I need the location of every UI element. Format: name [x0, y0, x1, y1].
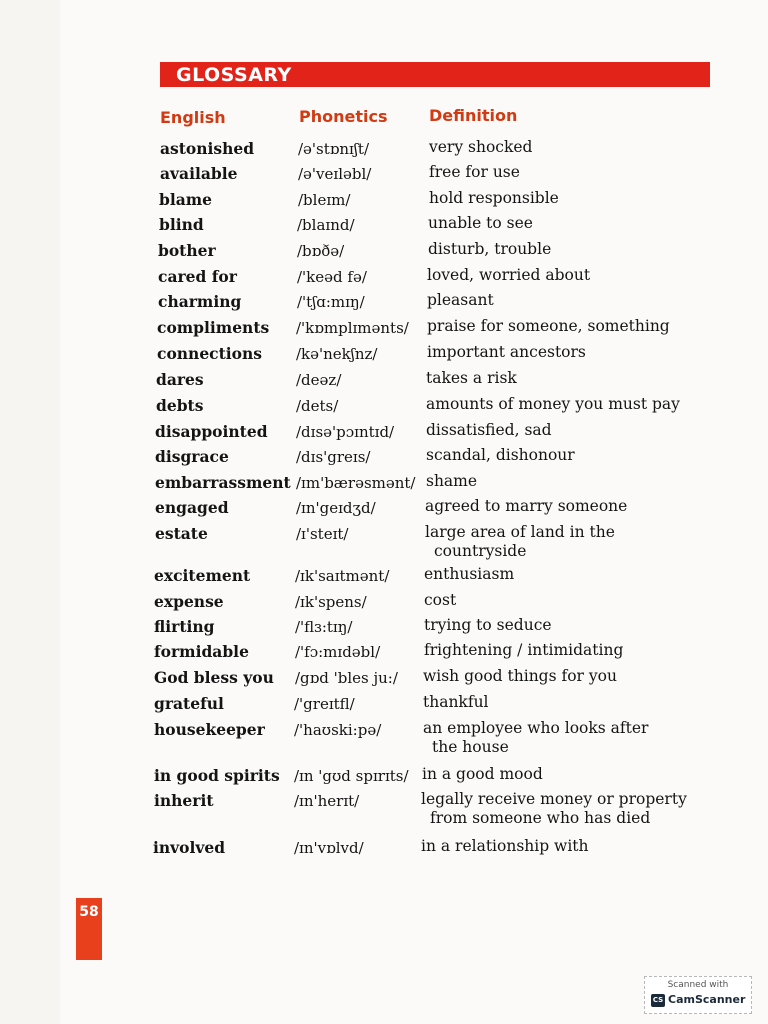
glossary-term: dares — [156, 370, 204, 389]
glossary-term: in good spirits — [154, 766, 280, 785]
glossary-definition: praise for someone, something — [427, 317, 670, 335]
page-title: GLOSSARY — [176, 64, 292, 86]
glossary-term: formidable — [154, 642, 249, 661]
glossary-term: available — [160, 164, 238, 183]
glossary-definition: takes a risk — [426, 369, 517, 387]
glossary-term: grateful — [154, 694, 224, 713]
glossary-term: blind — [159, 215, 204, 234]
glossary-definition: legally receive money or property — [421, 790, 687, 808]
glossary-term: embarrassment — [155, 473, 291, 492]
glossary-term: astonished — [160, 139, 255, 158]
glossary-phonetic: /'tʃɑ:mɪŋ/ — [297, 293, 365, 311]
glossary-definition: thankful — [423, 693, 489, 711]
glossary-definition: shame — [426, 472, 478, 490]
glossary-term: flirting — [154, 617, 215, 636]
glossary-phonetic: /ə'stɒnɪʃt/ — [298, 140, 369, 158]
glossary-phonetic: /ɪ'steɪt/ — [296, 525, 349, 543]
glossary-definition: amounts of money you must pay — [426, 395, 680, 413]
glossary-phonetic: /ə'veɪləbl/ — [298, 165, 372, 183]
watermark-brand: CamScanner — [668, 993, 746, 1006]
glossary-term: connections — [157, 344, 262, 363]
glossary-phonetic: /ɪk'saɪtmənt/ — [295, 567, 390, 585]
glossary-phonetic: /deəz/ — [296, 371, 342, 389]
glossary-phonetic: /ɪn'herɪt/ — [294, 792, 360, 810]
glossary-term: blame — [159, 190, 213, 209]
glossary-definition: loved, worried about — [427, 266, 591, 284]
glossary-definition: enthusiasm — [424, 565, 515, 583]
glossary-phonetic: /dɪs'greɪs/ — [296, 448, 371, 466]
glossary-definition: free for use — [429, 163, 520, 181]
glossary-definition: unable to see — [428, 214, 533, 232]
glossary-definition: cost — [424, 591, 457, 609]
scanner-watermark — [644, 976, 752, 1014]
column-heading-definition: Definition — [429, 106, 518, 125]
glossary-definition: agreed to marry someone — [425, 497, 628, 515]
watermark-caption: Scanned with — [667, 980, 729, 990]
glossary-phonetic: /'kɒmplɪmənts/ — [296, 319, 409, 337]
glossary-definition: scandal, dishonour — [426, 446, 575, 464]
glossary-term: disappointed — [155, 422, 268, 441]
glossary-definition: wish good things for you — [423, 667, 617, 685]
glossary-term: disgrace — [155, 447, 229, 466]
glossary-term: excitement — [154, 566, 251, 585]
glossary-phonetic: /ɪn'vɒlvd/ — [294, 839, 364, 857]
glossary-definition: hold responsible — [429, 189, 559, 207]
glossary-definition: in a good mood — [422, 765, 543, 783]
glossary-phonetic: /ɪm'bærəsmənt/ — [296, 474, 416, 492]
glossary-term: debts — [156, 396, 204, 415]
glossary-definition-continued: countryside — [434, 542, 527, 560]
glossary-definition-continued: the house — [432, 738, 509, 756]
glossary-definition: trying to seduce — [424, 616, 552, 634]
column-heading-english: English — [160, 108, 226, 127]
glossary-definition: large area of land in the — [425, 523, 615, 541]
glossary-phonetic: /bleɪm/ — [298, 191, 351, 209]
glossary-definition: pleasant — [427, 291, 494, 309]
glossary-term: cared for — [158, 267, 237, 286]
glossary-phonetic: /ɪn 'gʊd spɪrɪts/ — [294, 767, 409, 785]
glossary-definition: an employee who looks after — [423, 719, 649, 737]
glossary-phonetic: /kə'nekʃnz/ — [296, 345, 378, 363]
glossary-definition: frightening / intimidating — [424, 641, 624, 659]
glossary-definition-continued: from someone who has died — [430, 809, 651, 827]
glossary-definition: in a relationship with — [421, 837, 589, 855]
glossary-term: bother — [158, 241, 216, 260]
glossary-definition: dissatisfied, sad — [426, 421, 552, 439]
glossary-phonetic: /'fɔ:mɪdəbl/ — [295, 643, 381, 661]
glossary-phonetic: /'flɜ:tɪŋ/ — [295, 618, 353, 636]
glossary-phonetic: /'keəd fə/ — [297, 268, 367, 286]
column-heading-phonetics: Phonetics — [299, 107, 388, 126]
glossary-term: engaged — [155, 498, 229, 517]
glossary-term: involved — [153, 838, 226, 857]
glossary-term: estate — [155, 524, 208, 543]
glossary-term: expense — [154, 592, 224, 611]
glossary-phonetic: /bɒðə/ — [297, 242, 345, 260]
glossary-phonetic: /dets/ — [296, 397, 339, 415]
glossary-phonetic: /ɪk'spens/ — [295, 593, 367, 611]
glossary-term: compliments — [157, 318, 270, 337]
glossary-phonetic: /'haʊski:pə/ — [294, 721, 382, 739]
page-number: 58 — [79, 904, 99, 920]
glossary-term: charming — [158, 292, 242, 311]
glossary-term: inherit — [154, 791, 214, 810]
glossary-phonetic: /dɪsə'pɔɪntɪd/ — [296, 423, 395, 441]
glossary-phonetic: /gɒd 'bles ju:/ — [295, 669, 398, 687]
glossary-definition: disturb, trouble — [428, 240, 552, 258]
glossary-term: God bless you — [154, 668, 274, 687]
glossary-phonetic: /ɪn'geɪdʒd/ — [296, 499, 376, 517]
camscanner-logo-icon: CS — [651, 994, 665, 1007]
glossary-term: housekeeper — [154, 720, 265, 739]
glossary-phonetic: /blaɪnd/ — [297, 216, 355, 234]
glossary-definition: important ancestors — [427, 343, 586, 361]
glossary-phonetic: /'greɪtfl/ — [294, 695, 355, 713]
glossary-definition: very shocked — [429, 138, 533, 156]
